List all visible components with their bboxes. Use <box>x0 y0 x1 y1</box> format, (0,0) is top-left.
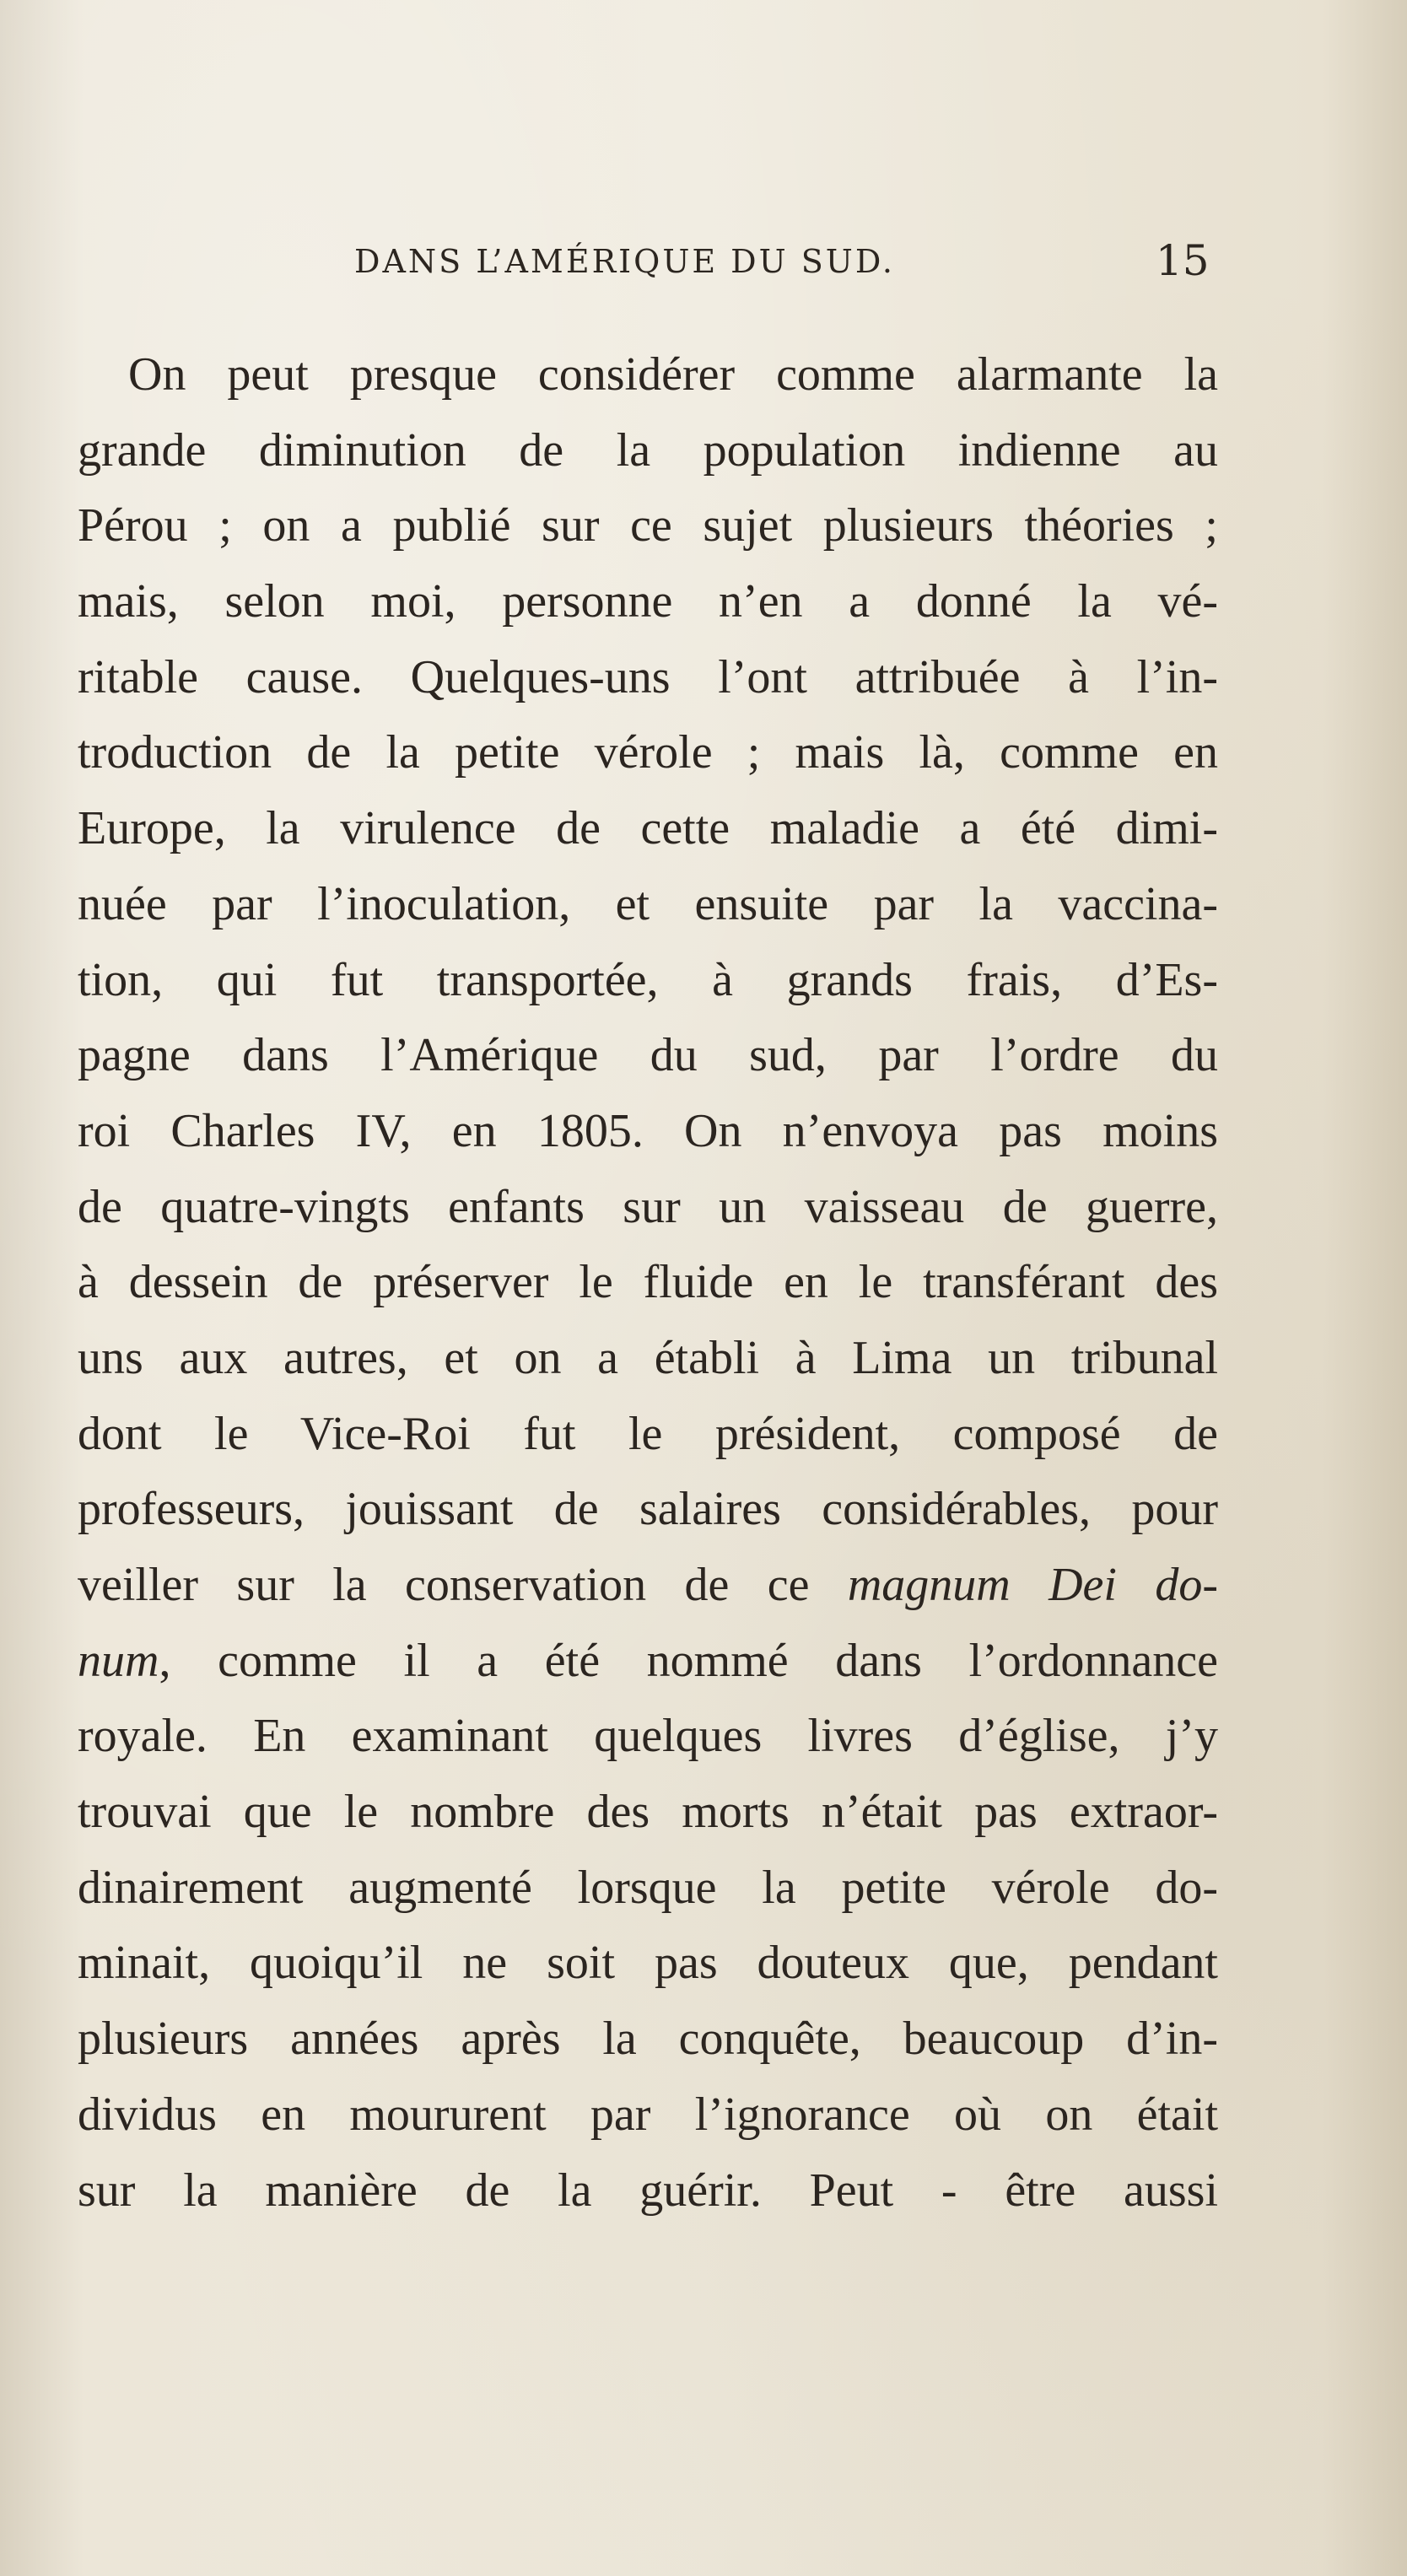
body-text <box>78 337 1218 2228</box>
text-line: trouvai que le nombre des morts n’était pas extraor- <box>78 1786 1218 1839</box>
text-line-with-italic <box>78 1624 1218 1700</box>
text-line-with-italic <box>78 1548 1218 1624</box>
text-line: ritable cause. Quelques-uns l’ont attribuée à l’in- <box>78 650 1218 703</box>
text-line: sur la manière de la guérir. Peut - être aussi <box>78 2164 1218 2217</box>
page-number: 15 <box>1156 236 1210 285</box>
text-line: On peut presque considérer comme alarmante la <box>128 348 1218 401</box>
italic-phrase: num <box>78 1634 159 1687</box>
text-line: Europe, la virulence de cette maladie a été dimi- <box>78 802 1218 855</box>
text-line: troduction de la petite vérole ; mais là, comme en <box>78 726 1218 779</box>
text-line: roi Charles IV, en 1805. On n’envoya pas moins <box>78 1104 1218 1157</box>
text-line: royale. En examinant quelques livres d’église, j’y <box>78 1710 1218 1763</box>
text-line: pagne dans l’Amérique du sud, par l’ordre du <box>78 1029 1218 1082</box>
text-line: de quatre-vingts enfants sur un vaisseau de guerre, <box>78 1180 1218 1233</box>
text-line: dinairement augmenté lorsque la petite vérole do- <box>78 1861 1218 1914</box>
text-line: minait, quoiqu’il ne soit pas douteux que, pendant <box>78 1937 1218 1990</box>
text-line: mais, selon moi, personne n’en a donné la vé- <box>78 575 1218 628</box>
text-line: professeurs, jouissant de salaires considérables, pour <box>78 1483 1218 1536</box>
text-line: dividus en moururent par l’ignorance où on était <box>78 2088 1218 2141</box>
text-line: tion, qui fut transportée, à grands frais, d’Es- <box>78 953 1218 1006</box>
text-line: grande diminution de la population indienne au <box>78 423 1218 477</box>
text-line: Pérou ; on a publié sur ce sujet plusieurs théories ; <box>78 499 1218 552</box>
text-line: plusieurs années après la conquête, beaucoup d’in- <box>78 2013 1218 2066</box>
text-segment: veiller sur la conservation de ce <box>78 1559 810 1611</box>
running-head: DANS L’AMÉRIQUE DU SUD. <box>354 243 896 280</box>
text-line: uns aux autres, et on a établi à Lima un tribunal <box>78 1331 1218 1384</box>
italic-phrase: magnum Dei do- <box>847 1559 1218 1611</box>
text-line: dont le Vice-Roi fut le président, composé de <box>78 1407 1218 1460</box>
text-segment: , comme il a été nommé dans l’ordonnance <box>159 1634 1218 1687</box>
text-line: à dessein de préserver le fluide en le transférant des <box>78 1256 1218 1309</box>
text-line: nuée par l’inoculation, et ensuite par la vaccina- <box>78 877 1218 930</box>
